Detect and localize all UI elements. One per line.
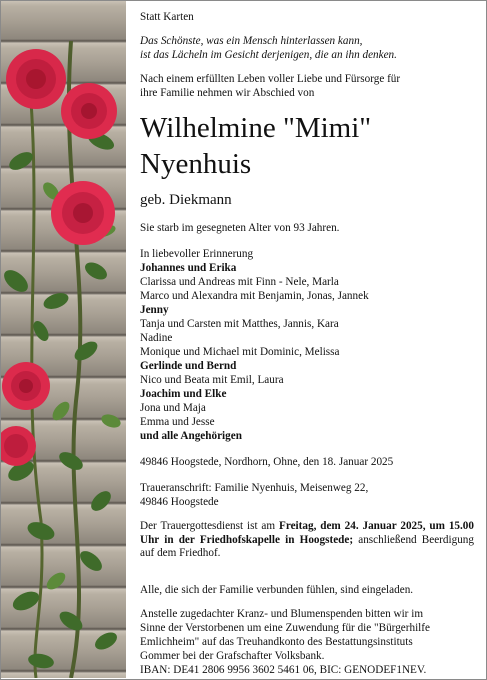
family-name: Clarissa und Andreas mit Finn - Nele, Marla [140,276,339,288]
quote-line-2: ist das Lächeln im Gesicht derjenigen, die an ihn denken. [140,49,397,61]
family-row [140,402,206,416]
place-date: 49846 Hoogstede, Nordhorn, Ohne, den 18. Januar 2025 [140,456,394,468]
age-line: Sie starb im gesegneten Alter von 93 Jahren. [140,222,340,234]
memory-header: In liebevoller Erinnerung [140,248,254,260]
family-name: Marco und Alexandra mit Benjamin, Jonas, Jannek [140,290,369,302]
family-name: Jona und Maja [140,402,206,414]
family-row [140,430,242,444]
donation-line: Gommer bei der Grafschafter Volksbank. [140,650,325,662]
family-name: Joachim und Elke [140,388,227,400]
service-text-part2: anschließend Beerdigung auf dem Friedhof. [140,533,474,560]
family-name: und alle Angehörigen [140,430,242,442]
family-row [140,290,369,304]
intro-line-2: ihre Familie nehmen wir Abschied von [140,87,315,99]
family-row [140,304,169,318]
address-line-2: 49846 Hoogstede [140,496,219,508]
family-row [140,332,172,346]
rose-photo [1,1,126,678]
family-name: Emma und Jesse [140,416,215,428]
service-text-part1: Der Trauergottesdienst ist am [140,520,279,532]
family-row [140,388,226,402]
invitation-text: Alle, die sich der Familie verbunden fühlen, sind eingeladen. [140,584,414,596]
family-name: Nico und Beata mit Emil, Laura [140,374,284,386]
family-row [140,318,339,332]
deceased-first-name: Wilhelmine "Mimi" [140,112,372,144]
service-text [140,520,474,561]
rose-photo-art [1,1,126,678]
family-name: Nadine [140,332,173,344]
family-row [140,360,236,374]
family-row [140,346,340,360]
family-name: Jenny [140,304,169,316]
address-line-1: Traueranschrift: Familie Nyenhuis, Meisenweg 22, [140,482,369,494]
deceased-last-name: Nyenhuis [140,148,252,180]
family-row [140,276,339,290]
bank-details: IBAN: DE41 2806 9956 3602 5461 06, BIC: GENODEF1NEV. [140,664,427,676]
birth-name: geb. Diekmann [140,192,232,208]
donation-line: Anstelle zugedachter Kranz- und Blumenspenden bitten wir im [140,608,424,620]
quote-line-1: Das Schönste, was ein Mensch hinterlassen kann, [140,35,363,47]
family-row [140,374,284,388]
intro-line-1: Nach einem erfüllten Leben voller Liebe und Fürsorge für [140,73,401,85]
donation-line: Emlichheim" auf das Treuhandkonto des Bestattungsinstituts [140,636,413,648]
header-text: Statt Karten [140,11,194,23]
donation-line: Sinne der Verstorbenen um eine Zuwendung für die "Bürgerhilfe [140,622,430,634]
family-name: Tanja und Carsten mit Matthes, Jannis, Kara [140,318,339,330]
family-name: Gerlinde und Bernd [140,360,237,372]
family-row [140,262,236,276]
service-date-time: Freitag, dem 24. Januar 2025, um 15.00 Uhr in der Friedhofskapelle in Hoogstede; [140,520,474,546]
family-name: Monique und Michael mit Dominic, Melissa [140,346,340,358]
family-row [140,416,215,430]
family-name: Johannes und Erika [140,262,237,274]
